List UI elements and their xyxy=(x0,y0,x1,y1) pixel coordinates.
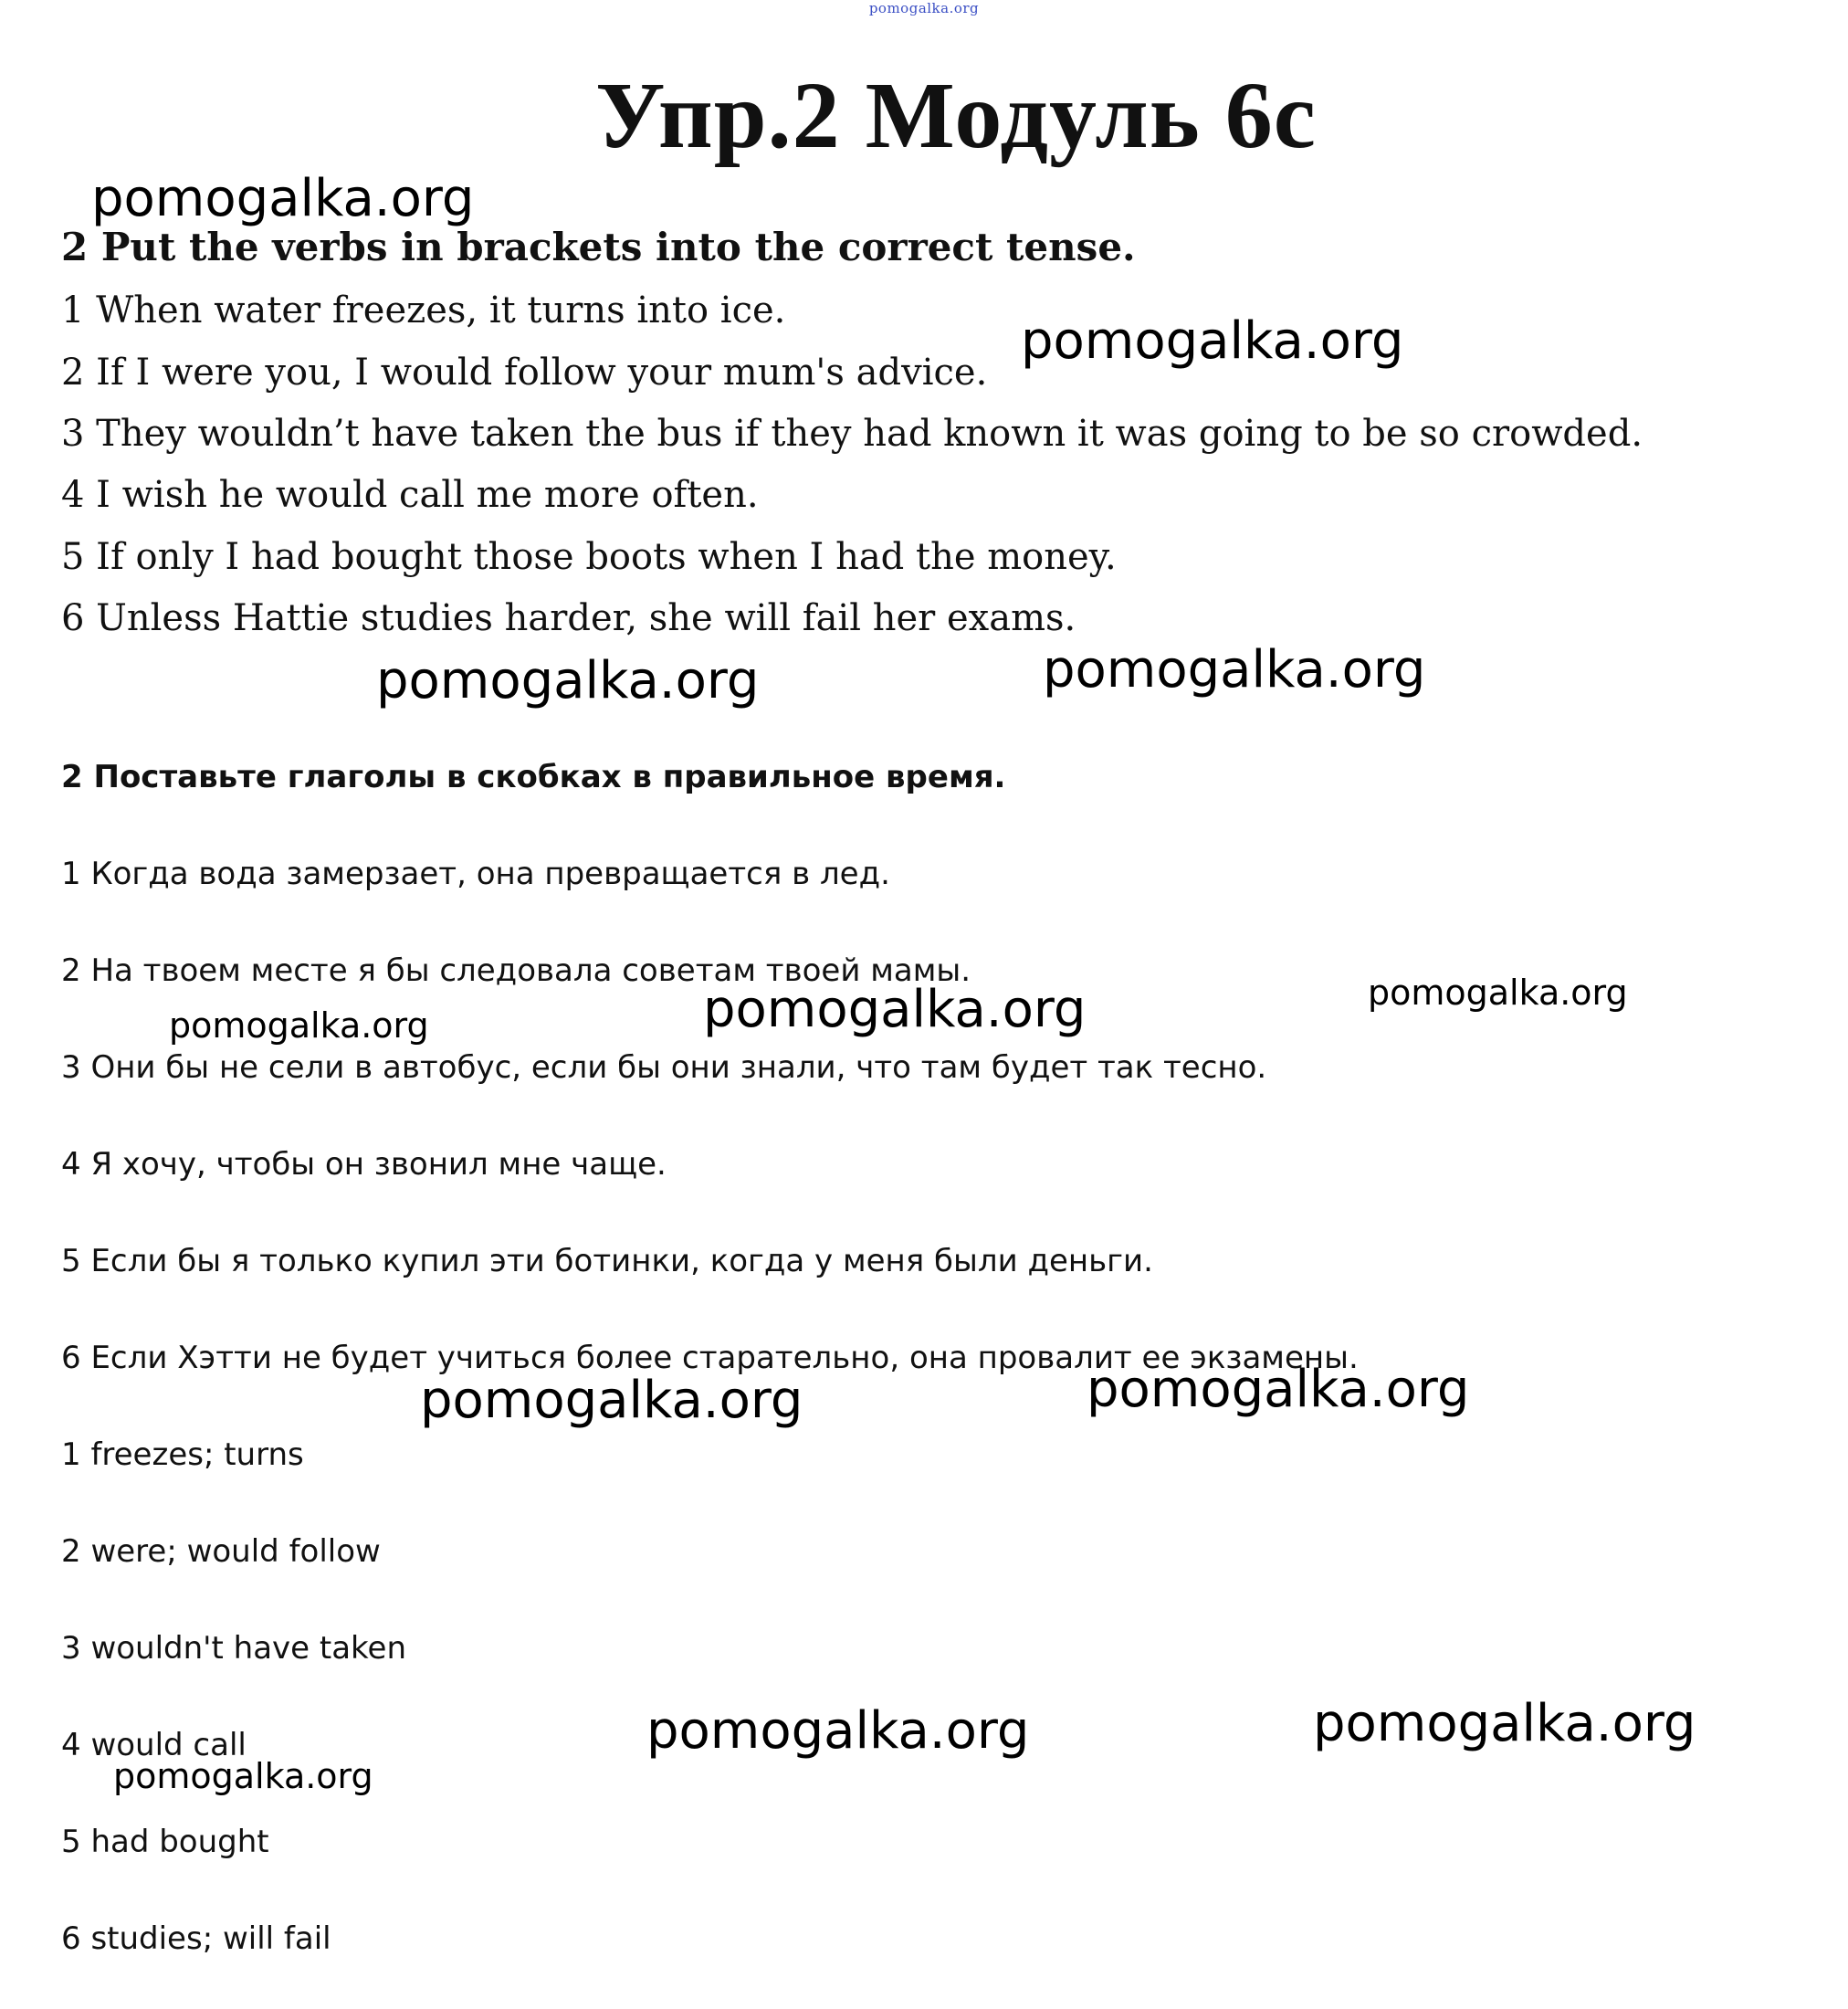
watermark-text: pomogalka.org xyxy=(420,1371,803,1430)
answer-5: 5 had bought xyxy=(61,1824,269,1860)
watermark-text: pomogalka.org xyxy=(91,169,475,228)
watermark-text: pomogalka.org xyxy=(1368,973,1628,1013)
watermark-text: pomogalka.org xyxy=(376,651,760,710)
sentence-ru-2: 2 На твоем месте я бы следовала советам твоей мамы. xyxy=(61,952,971,989)
sentence-en-1: 1 When water freezes, it turns into ice. xyxy=(61,289,786,331)
sentence-en-2: 2 If I were you, I would follow your mum's advice. xyxy=(61,352,988,394)
answer-2: 2 were; would follow xyxy=(61,1533,381,1570)
answer-3: 3 wouldn't have taken xyxy=(61,1630,407,1667)
sentence-en-3: 3 They wouldn’t have taken the bus if they had known it was going to be so crowded. xyxy=(61,413,1643,455)
sentence-en-5: 5 If only I had bought those boots when I had the money. xyxy=(61,536,1117,578)
watermark-text: pomogalka.org xyxy=(169,1005,429,1046)
answer-6: 6 studies; will fail xyxy=(61,1920,331,1957)
page-title: Упр.2 Модуль 6c xyxy=(595,63,1317,168)
sentence-en-6: 6 Unless Hattie studies harder, she will fail her exams. xyxy=(61,597,1076,639)
sentence-ru-5: 5 Если бы я только купил эти ботинки, когда у меня были деньги. xyxy=(61,1243,1153,1279)
watermark-text: pomogalka.org xyxy=(113,1756,373,1796)
sentence-ru-1: 1 Когда вода замерзает, она превращается в лед. xyxy=(61,856,890,892)
watermark-text: pomogalka.org xyxy=(1021,311,1404,371)
watermark-text: pomogalka.org xyxy=(646,1701,1030,1761)
sentence-en-4: 4 I wish he would call me more often. xyxy=(61,474,759,516)
watermark-text: pomogalka.org xyxy=(703,980,1087,1039)
site-url-header: pomogalka.org xyxy=(868,0,980,16)
watermark-text: pomogalka.org xyxy=(1087,1360,1470,1419)
exercise-heading-en: 2 Put the verbs in brackets into the correct tense. xyxy=(61,225,1136,269)
sentence-ru-6: 6 Если Хэтти не будет учиться более старательно, она провалит ее экзамены. xyxy=(61,1340,1359,1376)
watermark-text: pomogalka.org xyxy=(1043,640,1426,699)
sentence-ru-4: 4 Я хочу, чтобы он звонил мне чаще. xyxy=(61,1146,667,1183)
answer-1: 1 freezes; turns xyxy=(61,1436,304,1473)
answer-4: 4 would call xyxy=(61,1727,247,1763)
sentence-ru-3: 3 Они бы не сели в автобус, если бы они знали, что там будет так тесно. xyxy=(61,1049,1267,1086)
watermark-text: pomogalka.org xyxy=(1313,1694,1696,1753)
exercise-heading-ru: 2 Поставьте глаголы в скобках в правильное время. xyxy=(61,759,1006,795)
